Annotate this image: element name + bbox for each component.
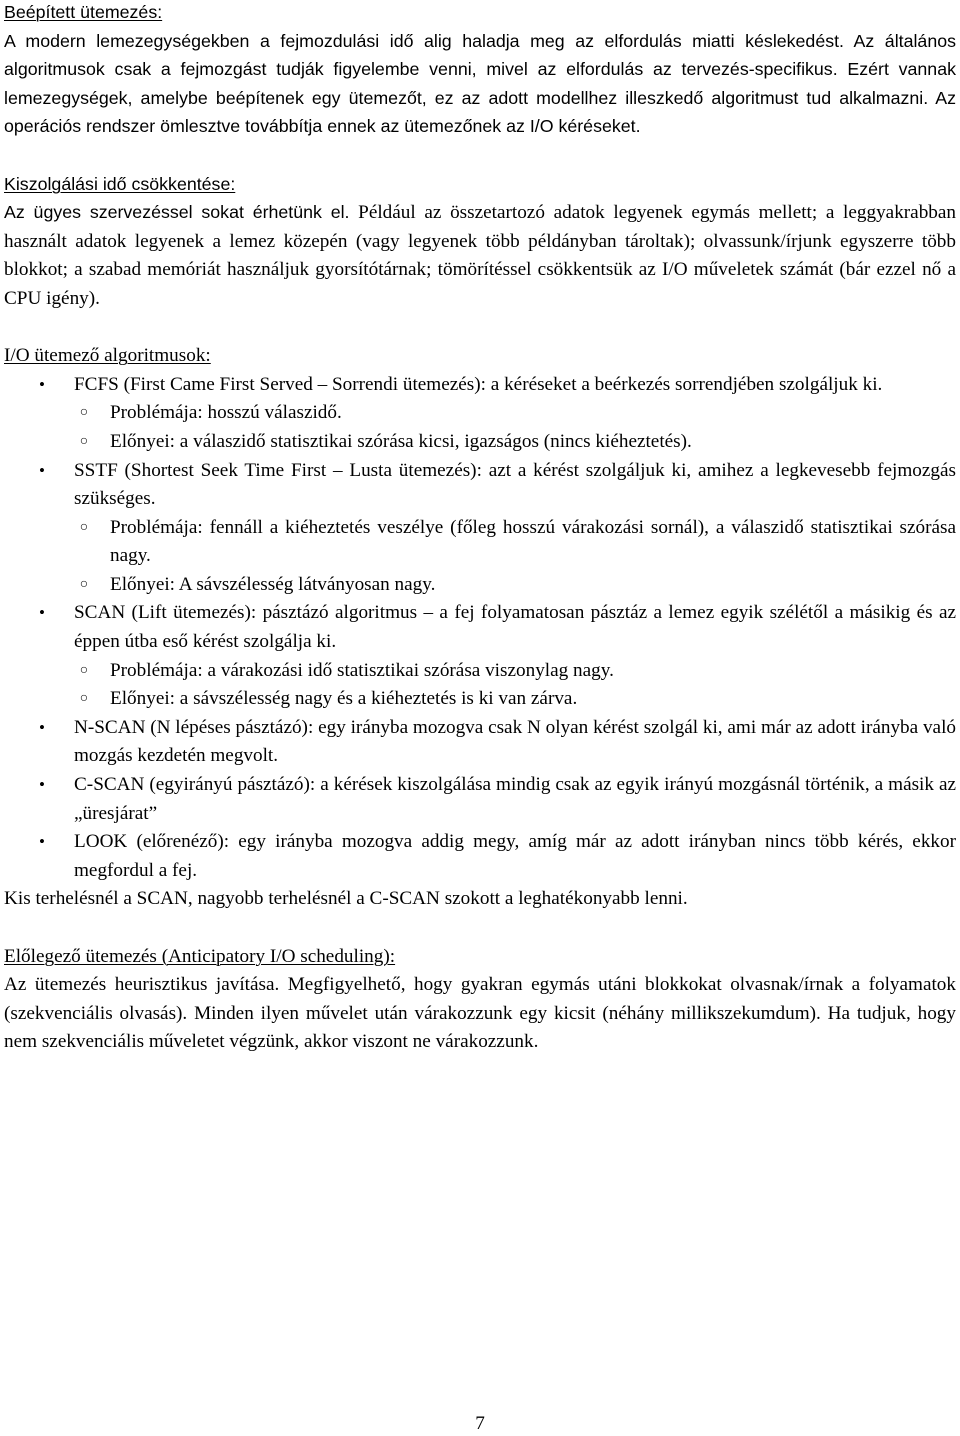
sub-list-item-sstf-advantage <box>4 571 956 600</box>
bullet-icon: • <box>39 832 45 852</box>
sub-list-item-sstf-problem <box>4 514 956 571</box>
list-item-text: LOOK (előrenéző): egy irányba mozogva addig megy, amíg már az adott irányban nincs több kérés, ekkor megfordul a fej. <box>74 831 956 881</box>
list-item-sstf <box>4 457 956 514</box>
list-item-look <box>4 828 956 885</box>
section-heading-anticipatory: Előlegező ütemezés (Anticipatory I/O scheduling): <box>4 945 396 967</box>
list-item-nscan <box>4 714 956 771</box>
section-heading-service-time: Kiszolgálási idő csökkentése: <box>4 173 236 194</box>
circle-bullet-icon: ○ <box>79 662 89 678</box>
list-item-text: C-SCAN (egyirányú pásztázó): a kérések kiszolgálása mindig csak az egyik irányú mozgásnál történik, a másik az „üresjárat” <box>74 774 956 824</box>
spacer <box>4 141 956 170</box>
list-item-cscan <box>4 771 956 828</box>
section-heading-builtin-scheduling: Beépített ütemezés: <box>4 2 163 22</box>
circle-bullet-icon: ○ <box>79 519 89 535</box>
sub-list-item-text: Előnyei: A sávszélesség látványosan nagy. <box>110 573 436 595</box>
page-number: 7 <box>475 1413 485 1434</box>
circle-bullet-icon: ○ <box>79 433 89 449</box>
paragraph-conclusion: Kis terhelésnél a SCAN, nagyobb terhelésnél a C-SCAN szokott a leghatékonyabb lenni. <box>4 888 688 910</box>
sub-list-item-scan-problem <box>4 657 956 686</box>
sub-list-item-fcfs-advantage <box>4 428 956 457</box>
list-item-text: SCAN (Lift ütemezés): pásztázó algoritmus – a fej folyamatosan pásztáz a lemez egyik szélétől a másikig és az éppen útba eső kérést szolgálja ki. <box>74 602 956 653</box>
section-heading-io-algorithms: I/O ütemező algoritmusok: <box>4 345 211 367</box>
bullet-icon: • <box>39 717 45 737</box>
bullet-icon: • <box>39 460 45 480</box>
sub-list-item-text: Előnyei: a sávszélesség nagy és a kiéheztetés is ki van zárva. <box>110 688 578 710</box>
circle-bullet-icon: ○ <box>79 576 89 592</box>
list-item-text: N-SCAN (N lépéses pásztázó): egy irányba mozogva csak N olyan kérést szolgál ki, ami már az adott irányba való mozgás kezdetén megvolt. <box>74 716 956 767</box>
spacer <box>4 314 956 343</box>
paragraph-builtin-scheduling <box>4 27 956 141</box>
paragraph-service-time <box>4 198 956 313</box>
sub-list-item-text: Problémája: hosszú válaszidő. <box>110 402 342 424</box>
bullet-icon: • <box>39 374 45 394</box>
spacer <box>4 914 956 943</box>
list-item-fcfs <box>4 371 956 400</box>
algorithm-list <box>4 371 956 886</box>
list-item-text: FCFS (First Came First Served – Sorrendi ütemezés): a kéréseket a beérkezés sorrendjében szolgáljuk ki. <box>74 373 883 395</box>
sub-list-item-text: Problémája: a várakozási idő statisztikai szórása viszonylag nagy. <box>110 659 614 681</box>
paragraph-service-rest: Például az összetartozó adatok legyenek egymás mellett; a leggyakrabban használt adatok legyenek a lemez közepén (vagy legyenek több példányban tároltak); olvassunk/írjunk egyszerre több blokkot; a szabad memóriát használjuk gyorsítótárnak; tömörítéssel csökkentsük az I/O műveletek számát (bár ezzel nő a CPU igény). <box>4 202 956 309</box>
circle-bullet-icon: ○ <box>79 691 89 707</box>
paragraph-builtin-lead: A modern lemezegységekben a fejmozdulási idő alig haladja meg az elfordulás miatti késlekedést. Az általános algoritmusok csak a fejmozgást tudják figyelembe venni, mivel az elfordulás az tervezés-specifikus. <box>4 30 956 80</box>
paragraph-service-lead: Az ügyes szervezéssel sokat érhetünk el. <box>4 202 350 223</box>
list-item-text: SSTF (Shortest Seek Time First – Lusta ütemezés): azt a kérést szolgáljuk ki, amihez a legkevesebb fejmozgás szükséges. <box>74 459 956 510</box>
page-content <box>4 0 956 1057</box>
sub-list-item-scan-advantage <box>4 685 956 714</box>
sub-list-item-fcfs-problem <box>4 399 956 428</box>
bullet-icon: • <box>39 603 45 623</box>
sub-list-item-text: Problémája: fennáll a kiéheztetés veszélye (főleg hosszú várakozási sornál), a válaszidő statisztikai szórása nagy. <box>110 516 956 567</box>
paragraph-anticipatory: Az ütemezés heurisztikus javítása. Megfigyelhető, hogy gyakran egymás utáni blokkokat olvasnak/írnak a folyamatok (szekvenciális olvasás). Minden ilyen művelet után várakozzunk egy kicsit (néhány millikszekumdum). Ha tudjuk, hogy nem szekvenciális műveletet végzünk, akkor viszont ne várakozzunk. <box>4 974 956 1053</box>
sub-list-item-text: Előnyei: a válaszidő statisztikai szórása kicsi, igazságos (nincs kiéheztetés). <box>110 430 692 452</box>
paragraph-builtin-rest: Ezért vannak lemezegységek, amelybe beépítenek egy ütemezőt, ez az adott modellhez illeszkedő algoritmust tud alkalmazni. Az operációs rendszer ömlesztve továbbítja ennek az ütemezőnek az I/O kéréseket. <box>4 59 956 137</box>
list-item-scan <box>4 599 956 656</box>
bullet-icon: • <box>39 775 45 795</box>
circle-bullet-icon: ○ <box>79 405 89 421</box>
